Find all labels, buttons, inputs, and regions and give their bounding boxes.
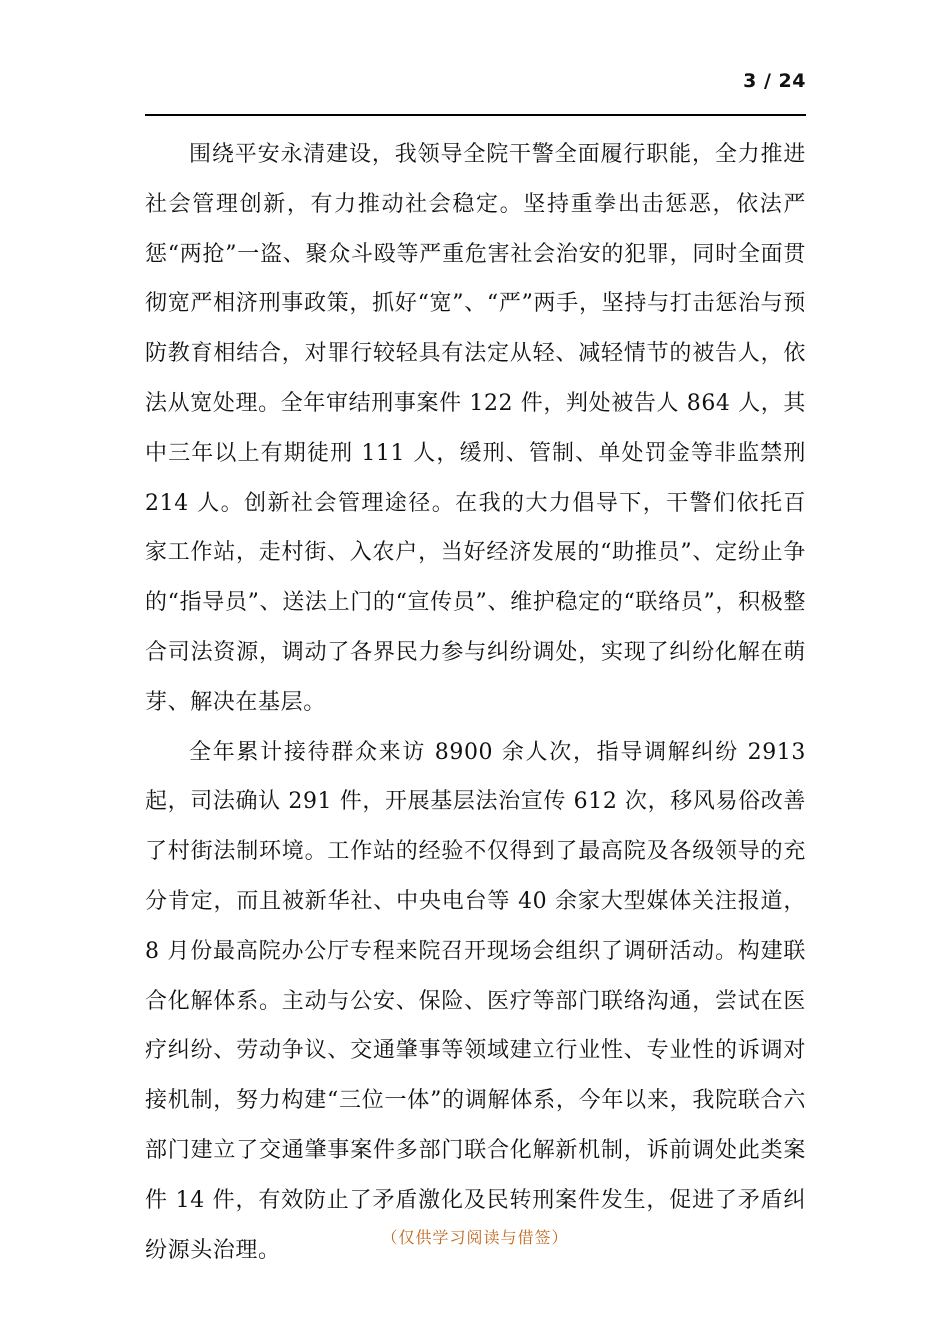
footer-note: （仅供学习阅读与借签） [381,1228,569,1247]
page-header [145,66,806,116]
page-number: 3 / 24 [743,70,806,92]
document-body [145,130,806,1275]
body-paragraph-1: 围绕平安永清建设，我领导全院干警全面履行职能，全力推进社会管理创新，有力推动社会稳定。坚持重拳出击惩恶，依法严惩“两抢”一盗、聚众斗殴等严重危害社会治安的犯罪，同时全面贯彻宽严相济刑事政策，抓好“宽”、“严”两手，坚持与打击惩治与预防教育相结合，对罪行较轻具有法定从轻、减轻情节的被告人，依法从宽处理。全年审结刑事案件 122 件，判处被告人 864 人，其中三年以上有期徒刑 111 人，缓刑、管制、单处罚金等非监禁刑 214 人。创新社会管理途径。在我的大力倡导下，干警们依托百家工作站，走村街、入农户，当好经济发展的“助推员”、定纷止争的“指导员”、送法上门的“宣传员”、维护稳定的“联络员”，积极整合司法资源，调动了各界民力参与纠纷调处，实现了纠纷化解在萌芽、解决在基层。 [145,142,806,715]
body-paragraph-2: 全年累计接待群众来访 8900 余人次，指导调解纠纷 2913 起，司法确认 291 件，开展基层法治宣传 612 次，移风易俗改善了村街法制环境。工作站的经验不仅得到了最高院及各级领导的充分肯定，而且被新华社、中央电台等 40 余家大型媒体关注报道，8 月份最高院办公厅专程来院召开现场会组织了调研活动。构建联合化解体系。主动与公安、保险、医疗等部门联络沟通，尝试在医疗纠纷、劳动争议、交通肇事等领域建立行业性、专业性的诉调对接机制，努力构建“三位一体”的调解体系，今年以来，我院联合六部门建立了交通肇事案件多部门联合化解新机制，诉前调处此类案件 14 件，有效防止了矛盾激化及民转刑案件发生，促进了矛盾纠纷源头治理。 [145,739,806,1263]
